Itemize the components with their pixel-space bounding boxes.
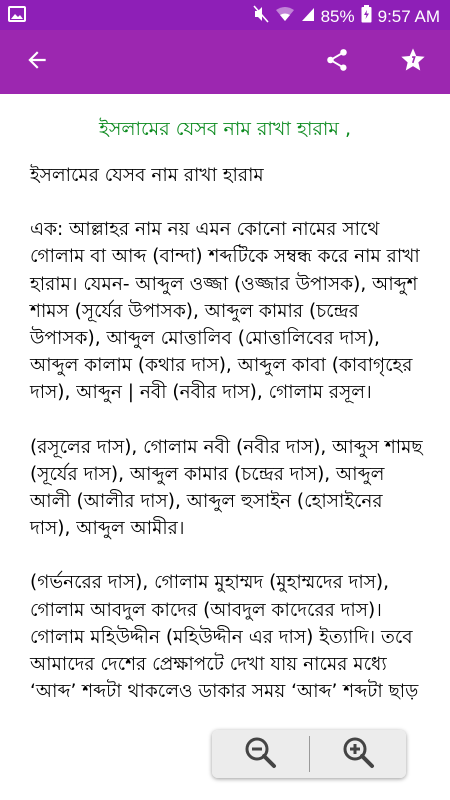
battery-icon (361, 5, 372, 28)
zoom-in-icon (340, 734, 376, 774)
status-bar (0, 0, 450, 30)
article-paragraph: (গর্ভনরের দাস), গোলাম মুহাম্মদ (মুহাম্মদের দাস), গোলাম আবদুল কাদের (আবদুল কাদেরের দাস)। গোলাম মহিউদ্দীন (মহিউদ্দীন এর দাস) ইত্যাদি। তবে আমাদের দেশের প্রেক্ষাপটে দেখা যায় নামের মধ্যে ‘আব্দ’ শব্দটা থাকলেও ডাকার সময় ‘আব্দ’ শব্দটা ছাড় (30, 572, 419, 703)
star-icon (399, 46, 427, 78)
zoom-out-button[interactable] (212, 730, 309, 778)
share-icon (324, 47, 350, 77)
back-button[interactable] (17, 42, 57, 82)
mute-icon (253, 5, 269, 28)
wifi-icon (275, 6, 295, 27)
share-button[interactable] (317, 42, 357, 82)
favorite-button[interactable] (393, 42, 433, 82)
battery-percent: 85% (320, 6, 355, 26)
article-content[interactable] (0, 94, 450, 800)
article-paragraph: (রসূলের দাস), গোলাম নবী (নবীর দাস), আব্দুস শামছ (সূর্যের দাস), আব্দুল কামার (চন্দ্রের দাস), আব্দুল আলী (আলীর দাস), আব্দুল হুসাইন (হোসাইনের দাস), আব্দুল আমীর। (30, 436, 423, 540)
app-bar (0, 30, 450, 94)
signal-icon (301, 6, 315, 27)
article-title: ইসলামের যেসব নাম রাখা হারাম , (98, 118, 352, 140)
zoom-control (212, 730, 406, 778)
gallery-icon (8, 6, 26, 22)
status-time: 9:57 AM (377, 6, 440, 26)
back-arrow-icon (24, 47, 50, 77)
zoom-out-icon (242, 734, 278, 774)
article-paragraph: এক: আল্লাহর নাম নয় এমন কোনো নামের সাথে গোলাম বা আব্দ (বান্দা) শব্দটিকে সম্বন্ধ করে নাম রাখা হারাম। যেমন- আব্দুল ওজ্জা (ওজ্জার উপাসক), আব্দুশ শামস (সূর্যের উপাসক), আব্দুল কামার (চন্দ্রের উপাসক), আব্দুল মোত্তালিব (মোত্তালিবের দাস), আব্দুল কালাম (কথার দাস), আব্দুল কাবা (কাবাগৃহের দাস), আব্দুন | নবী (নবীর দাস), গোলাম রসূল। (30, 219, 420, 404)
article-body (30, 162, 425, 732)
zoom-in-button[interactable] (310, 730, 407, 778)
article-paragraph: ইসলামের যেসব নাম রাখা হারাম (30, 165, 264, 186)
